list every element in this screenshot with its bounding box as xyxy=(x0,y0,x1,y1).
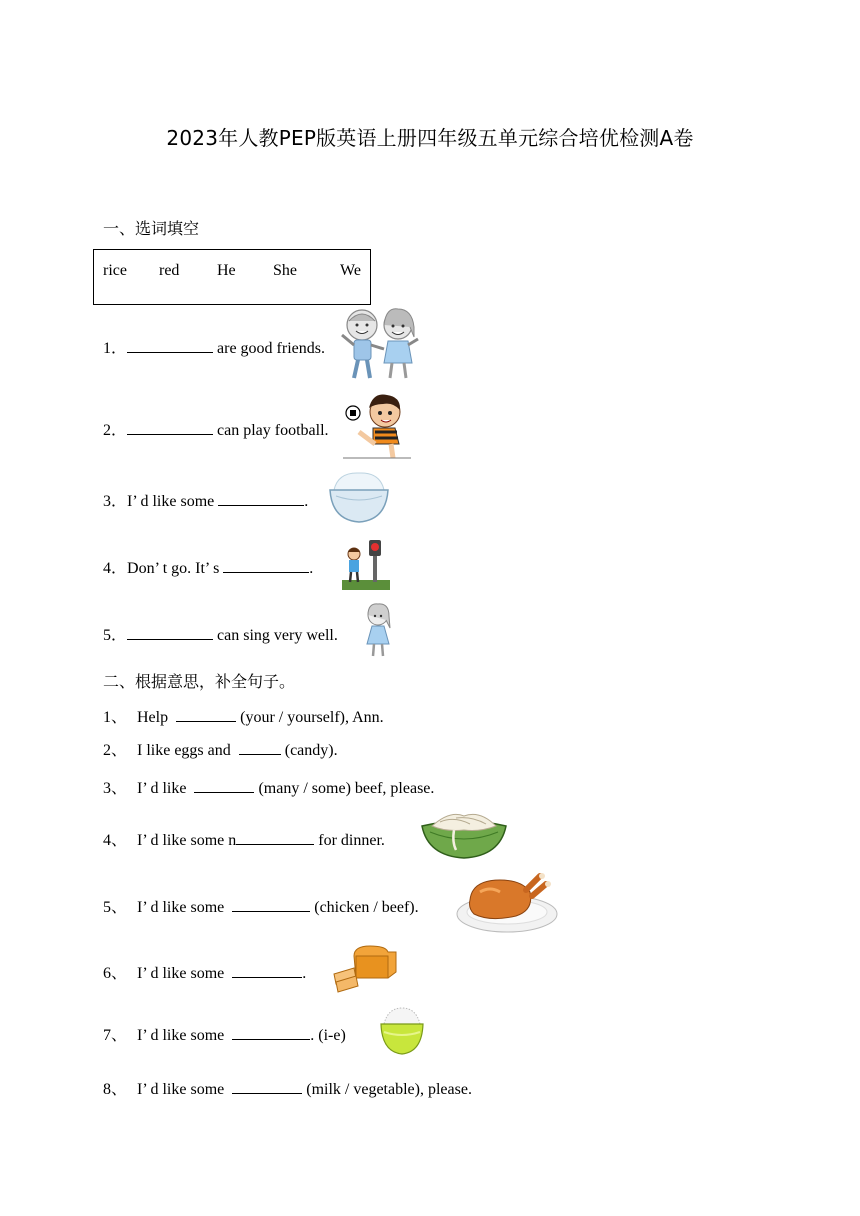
rice-bowl-icon xyxy=(328,470,390,524)
question-text: Don’ t go. It’ s xyxy=(127,560,224,577)
question-text: are good friends. xyxy=(213,340,325,357)
question-s2-4 xyxy=(103,827,385,850)
two-children-icon xyxy=(340,305,420,381)
answer-blank[interactable] xyxy=(232,1025,310,1040)
question-text: I’ d like some xyxy=(137,1027,229,1044)
question-4 xyxy=(103,555,313,578)
answer-blank[interactable] xyxy=(236,830,314,845)
question-text: (candy). xyxy=(280,742,338,759)
question-number: 4． xyxy=(103,560,128,577)
word-bank-item: We xyxy=(340,262,361,279)
page-title: 2023年人教PEP版英语上册四年级五单元综合培优检测A卷 xyxy=(166,126,694,150)
question-text: I’ d like some xyxy=(127,493,219,510)
question-text: for dinner. xyxy=(314,832,385,849)
question-text: (milk / vegetable), please. xyxy=(302,1081,472,1098)
word-bank-item: red xyxy=(159,262,180,279)
question-text: (chicken / beef). xyxy=(310,899,419,916)
question-2 xyxy=(103,417,329,440)
boy-kicking-ball-icon xyxy=(343,392,411,460)
answer-blank[interactable] xyxy=(232,1079,302,1094)
word-bank-item: He xyxy=(217,262,236,279)
answer-blank[interactable] xyxy=(176,707,236,722)
answer-blank[interactable] xyxy=(127,338,213,353)
question-text: . (i-e) xyxy=(310,1027,346,1044)
section1-heading: 一、选词填空 xyxy=(103,219,200,238)
question-s2-3 xyxy=(103,775,434,798)
question-text: (your / yourself), Ann. xyxy=(236,709,384,726)
rice-bowl-green-icon xyxy=(380,1006,424,1056)
question-number: 7、 xyxy=(103,1027,128,1044)
question-number: 1、 xyxy=(103,709,128,726)
question-text: (many / some) beef, please. xyxy=(254,780,435,797)
bread-icon xyxy=(330,944,398,992)
question-number: 8、 xyxy=(103,1081,128,1098)
question-number: 3． xyxy=(103,493,128,510)
question-number: 2． xyxy=(103,422,128,439)
question-1 xyxy=(103,335,325,358)
question-text: I’ d like some xyxy=(137,1081,229,1098)
question-number: 4、 xyxy=(103,832,128,849)
question-number: 5． xyxy=(103,627,128,644)
girl-icon xyxy=(362,602,394,658)
section2-heading: 二、根据意思，补全句子。 xyxy=(103,672,296,691)
question-5 xyxy=(103,622,338,645)
answer-blank[interactable] xyxy=(194,778,254,793)
traffic-light-icon xyxy=(342,538,390,590)
question-s2-2 xyxy=(103,737,338,760)
answer-blank[interactable] xyxy=(127,420,213,435)
answer-blank[interactable] xyxy=(232,963,302,978)
question-number: 1． xyxy=(103,340,128,357)
answer-blank[interactable] xyxy=(223,558,309,573)
question-text: I’ d like xyxy=(137,780,191,797)
roast-chicken-icon xyxy=(456,870,558,934)
question-s2-7 xyxy=(103,1022,346,1045)
question-s2-1 xyxy=(103,704,384,727)
question-text: Help xyxy=(137,709,173,726)
question-text: I like eggs and xyxy=(137,742,235,759)
question-s2-6 xyxy=(103,960,306,983)
question-s2-8 xyxy=(103,1076,472,1099)
question-text: can sing very well. xyxy=(213,627,338,644)
question-number: 2、 xyxy=(103,742,128,759)
question-text: can play football. xyxy=(213,422,329,439)
question-s2-5 xyxy=(103,894,419,917)
noodles-icon xyxy=(420,810,508,860)
answer-blank[interactable] xyxy=(232,897,310,912)
question-text: . xyxy=(304,493,309,510)
question-number: 5、 xyxy=(103,899,128,916)
question-text: I’ d like some n xyxy=(137,832,237,849)
answer-blank[interactable] xyxy=(239,740,281,755)
question-number: 6、 xyxy=(103,965,128,982)
word-bank xyxy=(93,249,371,305)
answer-blank[interactable] xyxy=(218,491,304,506)
question-text: I’ d like some xyxy=(137,899,229,916)
question-text: . xyxy=(302,965,307,982)
word-bank-item: rice xyxy=(103,262,127,279)
answer-blank[interactable] xyxy=(127,625,213,640)
word-bank-item: She xyxy=(273,262,297,279)
question-text: I’ d like some xyxy=(137,965,229,982)
question-3 xyxy=(103,488,308,511)
question-number: 3、 xyxy=(103,780,128,797)
question-text: . xyxy=(309,560,314,577)
